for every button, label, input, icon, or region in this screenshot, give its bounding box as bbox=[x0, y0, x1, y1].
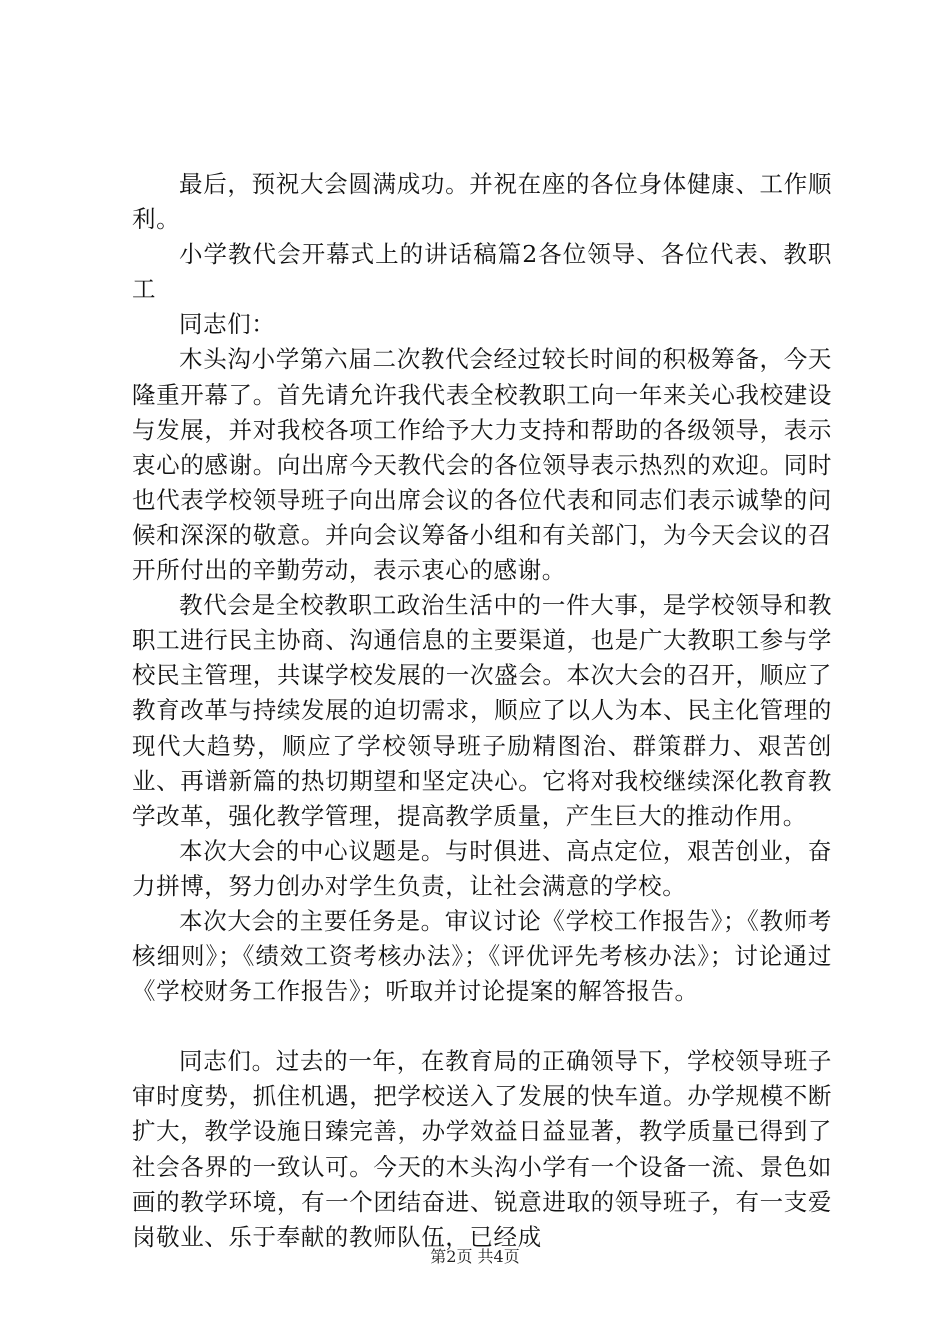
paragraph-significance: 教代会是全校教职工政治生活中的一件大事，是学校领导和教职工进行民主协商、沟通信息的主要渠道，也是广大教职工参与学校民主管理，共谋学校发展的一次盛会。本次大会的召开，顺应了教育改革与持续发展的迫切需求，顺应了以人为本、民主化管理的现代大趋势，顺应了学校领导班子励精图治、群策群力、艰苦创业、再谱新篇的热切期望和坚定决心。它将对我校继续深化教育教学改革，强化教学管理，提高教学质量，产生巨大的推动作用。 bbox=[132, 591, 832, 830]
paragraph-closing: 最后，预祝大会圆满成功。并祝在座的各位身体健康、工作顺利。 bbox=[132, 170, 832, 234]
paragraph-speech-title: 小学教代会开幕式上的讲话稿篇2各位领导、各位代表、教职工 bbox=[132, 240, 832, 304]
paragraph-salutation: 同志们： bbox=[179, 310, 276, 339]
paragraph-opening: 木头沟小学第六届二次教代会经过较长时间的积极筹备，今天隆重开幕了。首先请允许我代表全校教职工向一年来关心我校建设与发展，并对我校各项工作给予大力支持和帮助的各级领导，表示衷心的感谢。向出席今天教代会的各位领导表示热烈的欢迎。同时也代表学校领导班子向出席会议的各位代表和同志们表示诚挚的问候和深深的敬意。并向会议筹备小组和有关部门，为今天会议的召开所付出的辛勤劳动，表示衷心的感谢。 bbox=[132, 345, 832, 585]
paragraph-central-topic: 本次大会的中心议题是。与时俱进、高点定位，艰苦创业，奋力拼博，努力创办对学生负责，让社会满意的学校。 bbox=[132, 836, 832, 900]
paragraph-main-tasks: 本次大会的主要任务是。审议讨论《学校工作报告》；《教师考核细则》；《绩效工资考核办法》；《评优评先考核办法》；讨论通过《学校财务工作报告》；听取并讨论提案的解答报告。 bbox=[132, 906, 832, 1006]
paragraph-gap bbox=[132, 1009, 832, 1044]
paragraph-review: 同志们。过去的一年，在教育局的正确领导下，学校领导班子审时度势，抓住机遇，把学校送入了发展的快车道。办学规模不断扩大，教学设施日臻完善，办学效益日益显著，教学质量已得到了社会各界的一致认可。今天的木头沟小学有一个设备一流、景色如画的教学环境，有一个团结奋进、锐意进取的领导班子，有一支爱岗敬业、乐于奉献的教师队伍，已经成 bbox=[132, 1047, 832, 1251]
document-body bbox=[132, 167, 832, 1255]
page-footer: 第2页 共4页 bbox=[430, 1247, 520, 1266]
